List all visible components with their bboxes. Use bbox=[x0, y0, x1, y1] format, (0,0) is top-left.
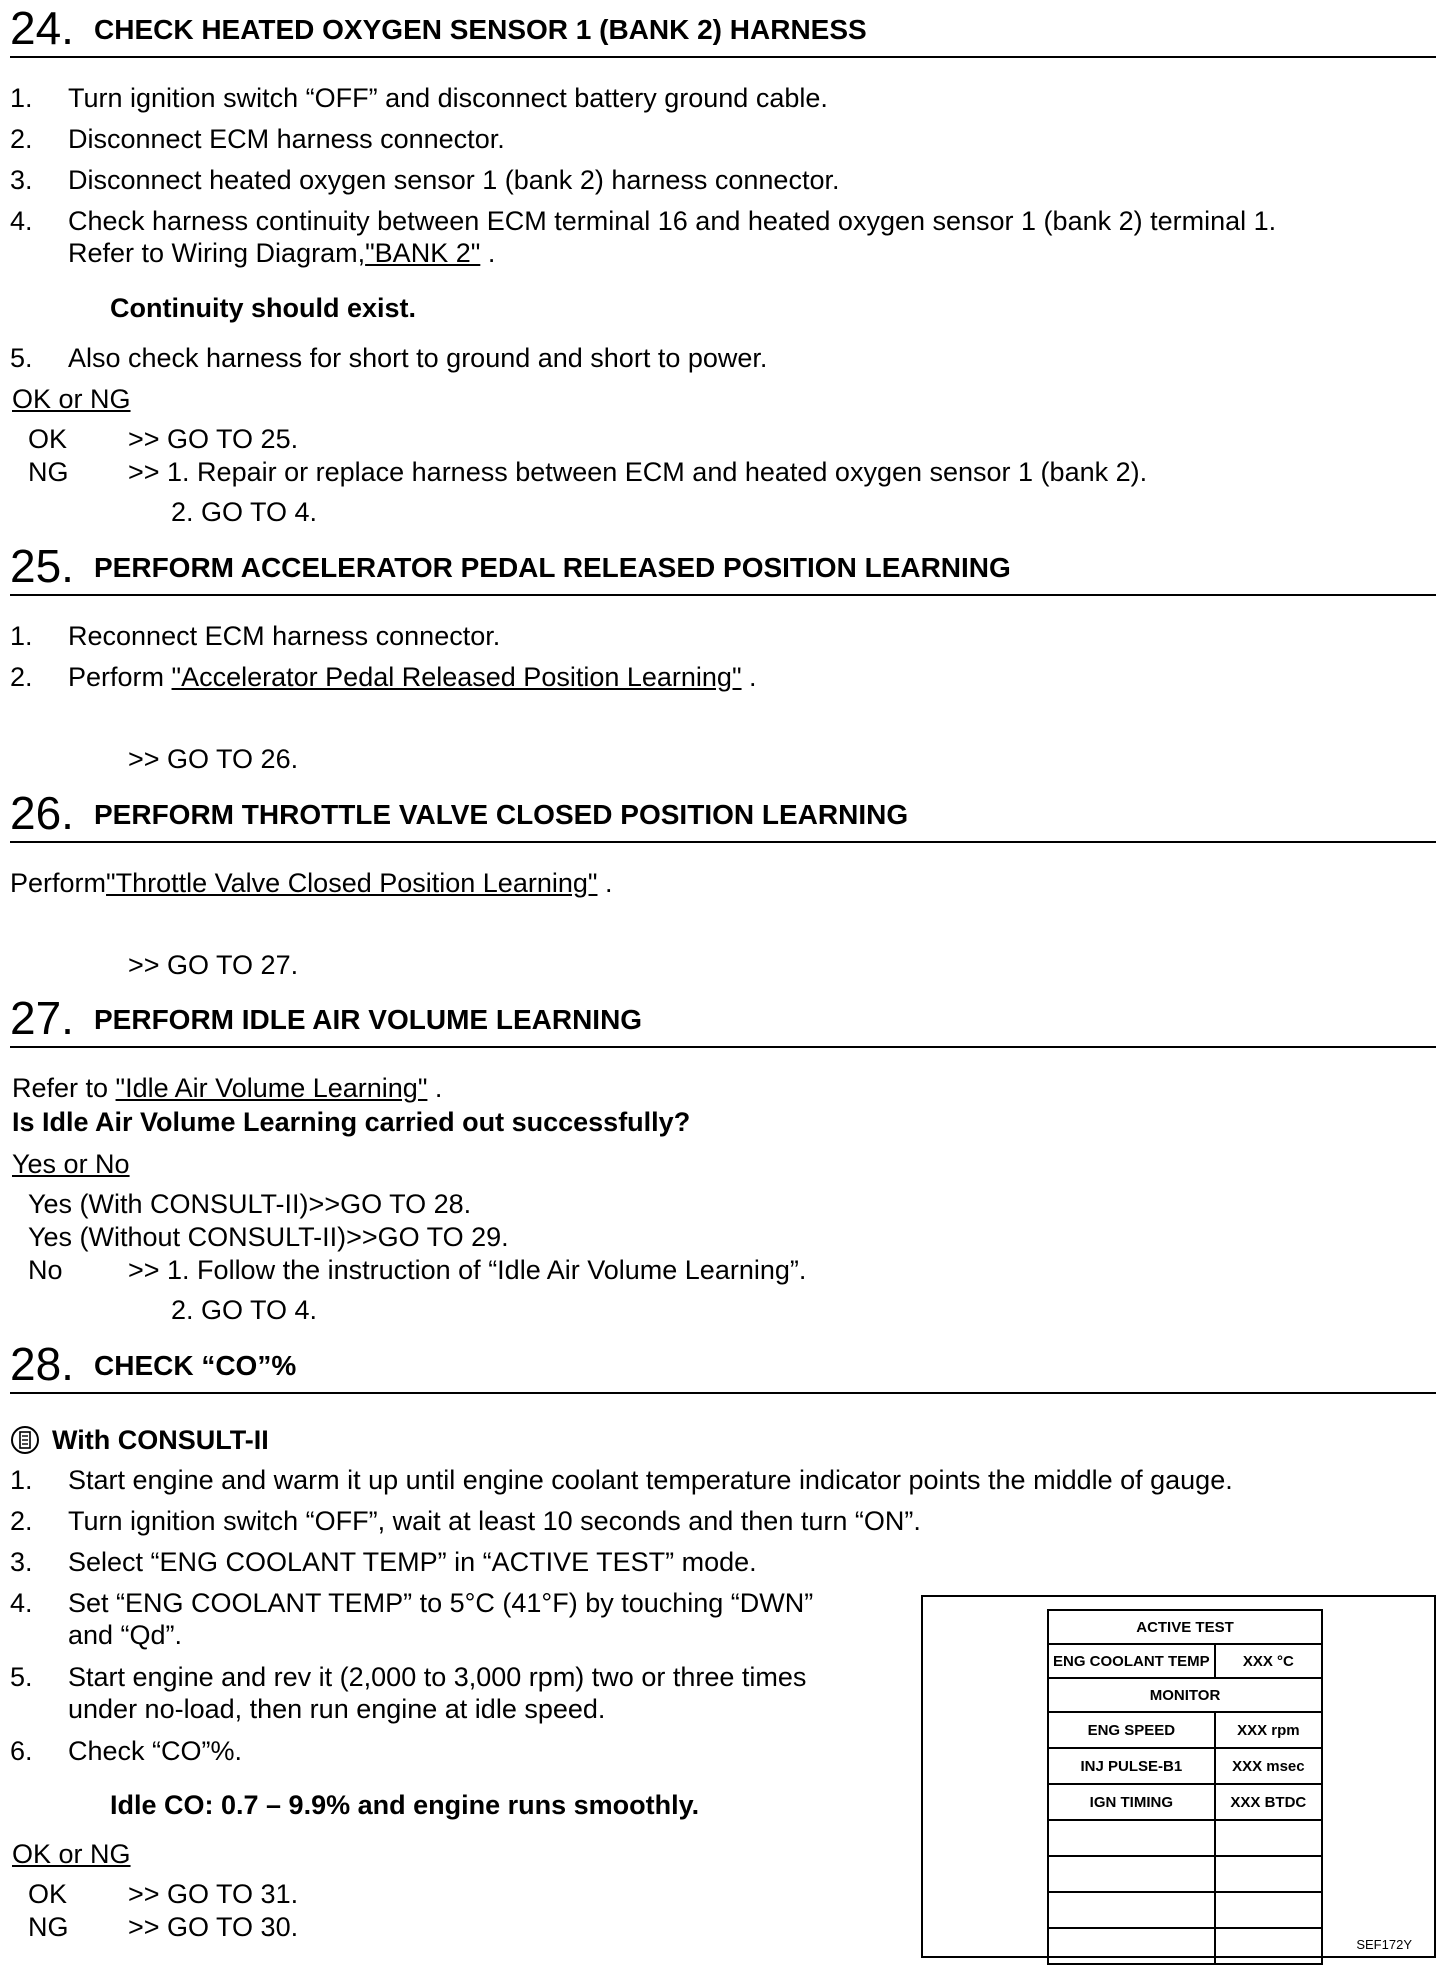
goto-text: >> GO TO 27. bbox=[128, 950, 299, 980]
section-title: PERFORM IDLE AIR VOLUME LEARNING bbox=[94, 1004, 643, 1035]
wiring-diagram-link[interactable]: "BANK 2" bbox=[365, 238, 481, 268]
active-test-header: ACTIVE TEST bbox=[1048, 1610, 1322, 1644]
throttle-valve-learning-link[interactable]: "Throttle Valve Closed Position Learning" bbox=[106, 868, 598, 898]
monitor-value: XXX msec bbox=[1215, 1748, 1322, 1784]
result-no-action-2: 2. GO TO 4. bbox=[171, 1295, 318, 1325]
accelerator-pedal-learning-link[interactable]: "Accelerator Pedal Released Position Learning" bbox=[171, 662, 742, 692]
empty-cell bbox=[1215, 1820, 1322, 1856]
empty-cell bbox=[1048, 1856, 1215, 1892]
spec-text: Continuity should exist. bbox=[110, 293, 417, 323]
empty-cell bbox=[1215, 1856, 1322, 1892]
section-24 bbox=[10, 0, 1436, 58]
monitor-label: INJ PULSE-B1 bbox=[1048, 1748, 1215, 1784]
result-ng-action: >> GO TO 30. bbox=[128, 1912, 299, 1942]
instruction-text: Perform"Throttle Valve Closed Position Learning" . bbox=[10, 868, 613, 898]
judgement-label: OK or NG bbox=[12, 1839, 131, 1869]
monitor-value: XXX rpm bbox=[1215, 1712, 1322, 1748]
section-title: CHECK “CO”% bbox=[94, 1350, 297, 1381]
result-ok-action: >> GO TO 31. bbox=[128, 1879, 299, 1909]
result-ng-label: NG bbox=[28, 1912, 69, 1942]
result-ng-label: NG bbox=[28, 457, 69, 487]
consult-icon bbox=[10, 1425, 40, 1455]
result-no-label: No bbox=[28, 1255, 63, 1285]
monitor-label: ENG SPEED bbox=[1048, 1712, 1215, 1748]
consult-label: With CONSULT-II bbox=[52, 1425, 269, 1455]
result-ok-label: OK bbox=[28, 424, 68, 454]
idle-air-volume-learning-link[interactable]: "Idle Air Volume Learning" bbox=[115, 1073, 428, 1103]
step-continuation: Refer to Wiring Diagram,"BANK 2" . bbox=[68, 238, 496, 268]
section-header bbox=[10, 990, 1436, 1048]
step-continuation: and “Qd”. bbox=[68, 1620, 183, 1650]
step-number: 28. bbox=[10, 1338, 74, 1390]
result-ok-action: >> GO TO 25. bbox=[128, 424, 299, 454]
section-28 bbox=[10, 1336, 1436, 1394]
judgement-label: Yes or No bbox=[12, 1149, 130, 1179]
section-title: PERFORM THROTTLE VALVE CLOSED POSITION LEARNING bbox=[94, 799, 909, 830]
empty-cell bbox=[1048, 1820, 1215, 1856]
question-text: Is Idle Air Volume Learning carried out successfully? bbox=[12, 1107, 691, 1137]
section-title: PERFORM ACCELERATOR PEDAL RELEASED POSITION LEARNING bbox=[94, 552, 1011, 583]
result-ok-label: OK bbox=[28, 1879, 68, 1909]
result-no-action: >> 1. Follow the instruction of “Idle Air Volume Learning”. bbox=[128, 1255, 807, 1285]
step-number: 26. bbox=[10, 787, 74, 839]
spec-text: Idle CO: 0.7 – 9.9% and engine runs smoothly. bbox=[110, 1790, 700, 1820]
section-title: CHECK HEATED OXYGEN SENSOR 1 (BANK 2) HARNESS bbox=[94, 14, 867, 45]
section-header bbox=[10, 538, 1436, 596]
judgement-label: OK or NG bbox=[12, 384, 131, 414]
step-continuation: under no-load, then run engine at idle speed. bbox=[68, 1694, 606, 1724]
empty-cell bbox=[1215, 1928, 1322, 1964]
empty-cell bbox=[1048, 1892, 1215, 1928]
active-test-table bbox=[1047, 1609, 1323, 1965]
step-number: 24. bbox=[10, 2, 74, 54]
coolant-temp-label: ENG COOLANT TEMP bbox=[1048, 1644, 1215, 1678]
result-ng-action-2: 2. GO TO 4. bbox=[171, 497, 318, 527]
section-header bbox=[10, 0, 1436, 58]
section-25 bbox=[10, 538, 1436, 596]
result-yes-with-consult: Yes (With CONSULT-II)>>GO TO 28. bbox=[28, 1189, 472, 1219]
step-number: 27. bbox=[10, 992, 74, 1044]
empty-cell bbox=[1215, 1892, 1322, 1928]
goto-text: >> GO TO 26. bbox=[128, 744, 299, 774]
result-ng-action: >> 1. Repair or replace harness between ECM and heated oxygen sensor 1 (bank 2). bbox=[128, 457, 1148, 487]
step-number: 25. bbox=[10, 540, 74, 592]
figure-code: SEF172Y bbox=[1356, 1937, 1412, 1952]
section-26 bbox=[10, 785, 1436, 843]
section-27 bbox=[10, 990, 1436, 1048]
section-header bbox=[10, 785, 1436, 843]
consult-screen-figure bbox=[921, 1595, 1436, 1958]
result-yes-without-consult: Yes (Without CONSULT-II)>>GO TO 29. bbox=[28, 1222, 509, 1252]
section-header bbox=[10, 1336, 1436, 1394]
coolant-temp-value: XXX °C bbox=[1215, 1644, 1322, 1678]
monitor-label: IGN TIMING bbox=[1048, 1784, 1215, 1820]
empty-cell bbox=[1048, 1928, 1215, 1964]
monitor-header: MONITOR bbox=[1048, 1678, 1322, 1712]
monitor-value: XXX BTDC bbox=[1215, 1784, 1322, 1820]
instruction-text: Refer to "Idle Air Volume Learning" . bbox=[12, 1073, 443, 1103]
